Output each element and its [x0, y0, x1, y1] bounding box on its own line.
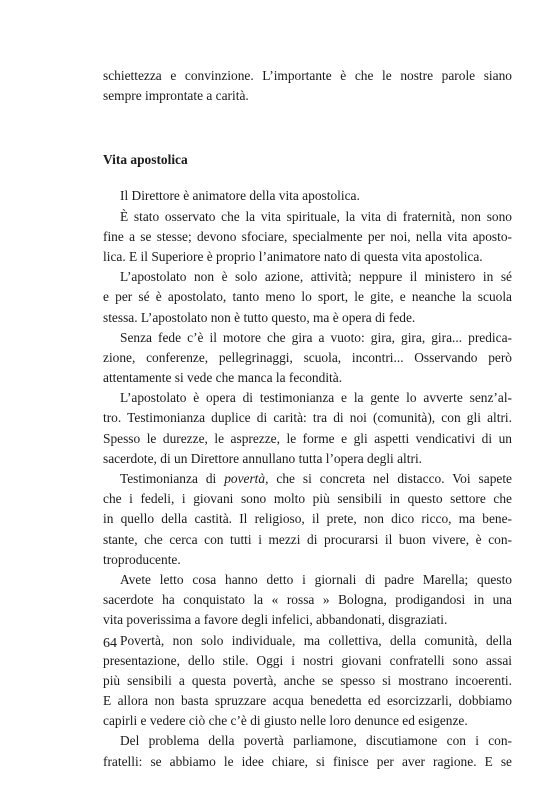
text-line: schiettezza e convinzione. L’importante è che le nostre parole siano [103, 68, 512, 83]
text-line: Testimonianza di povertà, che si concreta nel distacco. Voi sapete [120, 471, 512, 486]
text-line: vita poverissima a favore degli infelici, abbandonati, disgraziati. [103, 612, 448, 628]
paragraph [103, 388, 512, 469]
text-line: stessa. L’apostolato non è tutto questo, ma è opera di fede. [103, 309, 416, 325]
text-line: attentamente si vede che manca la fecondità. [103, 370, 343, 386]
text-line: capirli e vedere ciò che c’è di giusto nelle loro denunce ed esigenze. [103, 713, 468, 729]
page-body [103, 66, 512, 772]
paragraph [103, 207, 512, 268]
text-line: sacerdote ha conquistato la « rossa » Bologna, prodigandosi in una [103, 592, 512, 608]
text-line: Spesso le durezze, le asprezze, le forme e gli aspetti vendicativi di un [103, 430, 512, 446]
text-line: L’apostolato non è solo azione, attività; neppure il ministero in sé [120, 269, 512, 285]
text-line: fratelli: se abbiamo le idee chiare, si finisce per aver ragione. E se [103, 753, 512, 769]
text-line: e per sé è apostolato, tanto meno lo sport, le gite, e neanche la scuola [103, 289, 512, 305]
text-line: sempre improntate a carità. [103, 88, 249, 104]
paragraph [103, 328, 512, 389]
text-line: Il Direttore è animatore della vita apostolica. [120, 188, 360, 204]
text-line: Del problema della povertà parliamone, discutiamone con i con- [120, 733, 512, 749]
page-number: 64 [103, 636, 117, 651]
paragraph [103, 731, 512, 771]
text-line: che i fedeli, i giovani sono molto più sensibili in questo settore che [103, 491, 512, 507]
paragraph [103, 570, 512, 631]
text-line: tro. Testimonianza duplice di carità: tra di noi (comunità), con gli altri. [103, 410, 512, 426]
section-body [103, 186, 512, 771]
text-line: in quello della castità. Il religioso, il prete, non dico ricco, ma bene- [103, 511, 512, 527]
text-line: presentazione, dello stile. Oggi i nostri giovani confratelli sono assai [103, 652, 512, 668]
text-line: Povertà, non solo individuale, ma collettiva, della comunità, della [120, 632, 512, 648]
paragraph [103, 186, 512, 206]
text-line: Avete letto cosa hanno detto i giornali di padre Marella; questo [120, 571, 512, 587]
text-line: fine a se stesse; devono sfociare, specialmente per noi, nella vita aposto- [103, 228, 512, 244]
text-line: più sensibili a questa povertà, anche se spesso si mostrano incoerenti. [103, 672, 512, 688]
text-line: L’apostolato è opera di testimonianza e la gente lo avverte senz’al- [120, 390, 512, 406]
paragraph [103, 631, 512, 732]
text-line: stante, che cerca con tutti i mezzi di procurarsi il buon vivere, è con- [103, 531, 512, 547]
section-title: Vita apostolica [103, 152, 188, 168]
text-line: zione, conferenze, pellegrinaggi, scuola, incontri... Osservando però [103, 349, 512, 365]
text-line: sacerdote, di un Direttore annullano tutta l’opera degli altri. [103, 450, 423, 466]
text-line: lica. E il Superiore è proprio l’animatore nato di questa vita apostolica. [103, 248, 483, 264]
intro-paragraph [103, 66, 512, 106]
text-line: troproducente. [103, 551, 181, 567]
text-line: E allora non basta spruzzare acqua benedetta ed esorcizzarli, dobbiamo [103, 693, 512, 709]
paragraph [103, 469, 512, 570]
paragraph [103, 267, 512, 328]
text-line: Senza fede c’è il motore che gira a vuoto: gira, gira, gira... predica- [120, 329, 512, 345]
text-line: È stato osservato che la vita spirituale, la vita di fraternità, non sono [120, 208, 512, 224]
